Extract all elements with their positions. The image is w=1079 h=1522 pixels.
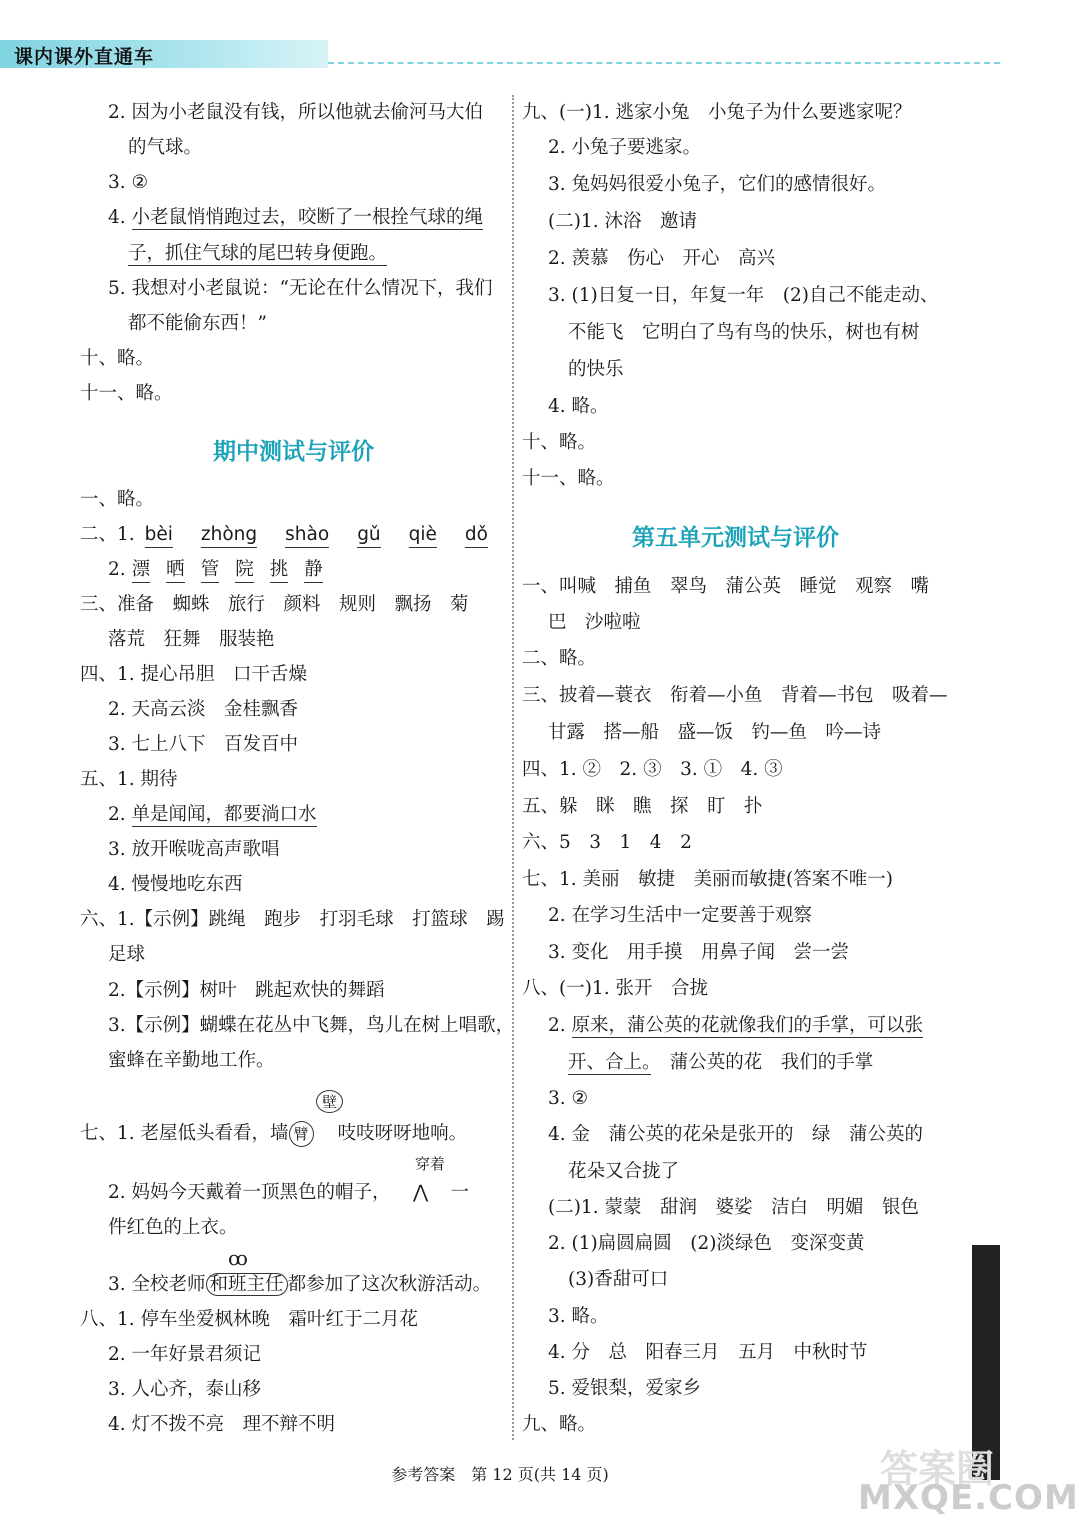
answer-line: 十一、略。 bbox=[522, 468, 615, 489]
answer-line: 2. 小兔子要逃家。 bbox=[548, 137, 702, 158]
correction-line bbox=[108, 1273, 491, 1297]
answer-line: (二)1. 蒙蒙 甜润 婆娑 洁白 明媚 银色 bbox=[548, 1197, 919, 1218]
answer-line: 3. 变化 用手摸 用鼻子闻 尝一尝 bbox=[548, 942, 850, 963]
answer-line: 四、1. 提心吊胆 口干舌燥 bbox=[80, 664, 308, 685]
answer-line: 4. 略。 bbox=[548, 396, 609, 417]
answer-line: 4. 分 总 阳春三月 五月 中秋时节 bbox=[548, 1342, 868, 1363]
underlined-answer: 开、合上。 bbox=[568, 1052, 652, 1073]
answer-line: 3.【示例】蝴蝶在花丛中飞舞，鸟儿在树上唱歌， bbox=[108, 1015, 515, 1036]
correction-circle: 和班主任 bbox=[206, 1273, 288, 1296]
answer-line bbox=[108, 803, 317, 827]
answer-text: 一 bbox=[450, 1182, 470, 1203]
answer-line: 2. 一年好景君须记 bbox=[108, 1344, 262, 1365]
page-footer: 参考答案 第 12 页(共 14 页) bbox=[391, 1465, 609, 1484]
answer-text: 吱吱呀呀地响。 bbox=[337, 1123, 468, 1144]
correction-circle: 臂 bbox=[289, 1121, 314, 1147]
pinyin-answer: bèi bbox=[145, 523, 173, 548]
answer-line: 十一、略。 bbox=[80, 383, 173, 404]
char-answer: 院 bbox=[235, 558, 254, 583]
answer-line bbox=[568, 1051, 873, 1075]
item-number: 二、1. bbox=[80, 524, 135, 545]
answer-line: 3. ② bbox=[548, 1088, 589, 1109]
answer-line: 的快乐 bbox=[568, 359, 624, 380]
item-number: 2. bbox=[108, 804, 132, 825]
answer-line: (二)1. 沐浴 邀请 bbox=[548, 211, 697, 232]
answer-line: 3. 略。 bbox=[548, 1306, 609, 1327]
answer-line: 十、略。 bbox=[80, 348, 155, 369]
pinyin-answer: qiè bbox=[409, 523, 437, 548]
pinyin-answer: shào bbox=[285, 523, 329, 548]
pinyin-line bbox=[80, 523, 516, 548]
answer-line: 五、躲 眯 瞧 探 盯 扑 bbox=[522, 796, 763, 817]
answer-line: 花朵又合拢了 bbox=[568, 1161, 680, 1182]
answer-line: 3. ② bbox=[108, 172, 149, 193]
section-title: 期中测试与评价 bbox=[213, 439, 374, 465]
header-title: 课内课外直通车 bbox=[14, 46, 155, 68]
answer-line: 3. 放开喉咙高声歌唱 bbox=[108, 839, 280, 860]
answer-line: 九、(一)1. 逃家小兔 小兔子为什么要逃家呢？ bbox=[522, 102, 912, 123]
char-answer: 晒 bbox=[166, 558, 185, 583]
answer-line: 2.【示例】树叶 跳起欢快的舞蹈 bbox=[108, 980, 385, 1001]
answer-line: 六、1.【示例】跳绳 跑步 打羽毛球 打篮球 踢 bbox=[80, 909, 505, 930]
header-dashed-line bbox=[328, 62, 1000, 64]
answer-line: 3. 人心齐，泰山移 bbox=[108, 1379, 262, 1400]
answer-text: 2. 妈妈今天戴着一顶黑色的帽子， bbox=[108, 1182, 391, 1203]
char-answer: 漂 bbox=[132, 558, 151, 583]
answer-text: 3. 全校老师 bbox=[108, 1274, 206, 1295]
answer-line bbox=[108, 206, 483, 230]
answer-line: 都不能偷东西！” bbox=[128, 313, 267, 334]
answer-line: 2. (1)扁圆扁圆 (2)淡绿色 变深变黄 bbox=[548, 1233, 865, 1254]
pinyin-answer: gǔ bbox=[357, 523, 380, 548]
answer-line: 4. 金 蒲公英的花朵是张开的 绿 蒲公英的 bbox=[548, 1124, 924, 1145]
answer-line: 七、1. 美丽 敏捷 美丽而敏捷(答案不唯一) bbox=[522, 869, 893, 890]
char-answer: 挑 bbox=[270, 558, 289, 583]
answer-line: 巴 沙啦啦 bbox=[548, 612, 641, 633]
correction-line: 2. 妈妈今天戴着一顶黑色的帽子， ⋀ 一 bbox=[108, 1182, 470, 1203]
item-number: 4. bbox=[108, 207, 132, 228]
answer-line: 2. 羡慕 伤心 开心 高兴 bbox=[548, 248, 776, 269]
answer-line bbox=[548, 1014, 923, 1038]
correction-line bbox=[80, 1121, 467, 1147]
answer-line: 2. 因为小老鼠没有钱，所以他就去偷河马大伯 bbox=[108, 102, 484, 123]
deletion-mark: ꝏ bbox=[228, 1246, 248, 1270]
pinyin-answer: dǒ bbox=[465, 523, 488, 548]
answer-line: 二、略。 bbox=[522, 648, 597, 669]
answer-line: 一、略。 bbox=[80, 489, 155, 510]
answer-line: 4. 慢慢地吃东西 bbox=[108, 874, 243, 895]
underlined-answer: 原来，蒲公英的花就像我们的手掌，可以张 bbox=[571, 1015, 924, 1036]
answer-text: 蒲公英的花 我们的手掌 bbox=[651, 1052, 874, 1073]
watermark-logo: 答案圈 bbox=[880, 1447, 995, 1491]
char-answer: 静 bbox=[304, 558, 323, 583]
answer-line: 3. 兔妈妈很爱小兔子，它们的感情很好。 bbox=[548, 174, 887, 195]
answer-line: 三、准备 蜘蛛 旅行 颜料 规则 飘扬 菊 bbox=[80, 594, 469, 615]
underlined-answer: 小老鼠悄悄跑过去，咬断了一根拴气球的绳 bbox=[131, 207, 484, 228]
underlined-answer: 子，抓住气球的尾巴转身便跑。 bbox=[128, 243, 388, 264]
answer-line: 一、叫喊 捕鱼 翠鸟 蒲公英 睡觉 观察 嘴 bbox=[522, 576, 930, 597]
answer-line: 5. 我想对小老鼠说：“无论在什么情况下，我们 bbox=[108, 278, 493, 299]
answer-line: 2. 天高云淡 金桂飘香 bbox=[108, 699, 299, 720]
answer-line bbox=[128, 242, 387, 266]
answer-line: 不能飞 它明白了鸟有鸟的快乐，树也有树 bbox=[568, 322, 920, 343]
answer-line: 足球 bbox=[108, 944, 146, 965]
answer-line: 八、(一)1. 张开 合拢 bbox=[522, 978, 708, 999]
answer-line: 蜜蜂在辛勤地工作。 bbox=[108, 1050, 275, 1071]
answer-line: 的气球。 bbox=[128, 137, 203, 158]
answer-line: 四、1. ② 2. ③ 3. ① 4. ③ bbox=[522, 759, 783, 780]
answer-line: 五、1. 期待 bbox=[80, 769, 178, 790]
answer-line: 三、披着—蓑衣 衔着—小鱼 背着—书包 吸着— bbox=[522, 685, 948, 706]
answer-text: 都参加了这次秋游活动。 bbox=[287, 1274, 492, 1295]
answer-line: 5. 爱银梨，爱家乡 bbox=[548, 1378, 702, 1399]
answer-line: 4. 灯不拨不亮 理不辩不明 bbox=[108, 1414, 336, 1435]
section-title: 第五单元测试与评价 bbox=[632, 525, 839, 551]
answer-line: 六、5 3 1 4 2 bbox=[522, 832, 692, 853]
chars-line bbox=[108, 558, 339, 583]
answer-line: 九、略。 bbox=[522, 1414, 597, 1435]
answer-line: 十、略。 bbox=[522, 432, 597, 453]
underlined-answer: 单是闻闻，都要淌口水 bbox=[131, 804, 317, 825]
column-divider bbox=[512, 95, 514, 1440]
answer-line: 2. 在学习生活中一定要善于观察 bbox=[548, 905, 813, 926]
correction-mark: 壁 bbox=[316, 1090, 343, 1113]
insertion-mark: 穿着 bbox=[415, 1155, 446, 1173]
answer-line: 落荒 狂舞 服装艳 bbox=[108, 629, 275, 650]
answer-line: 八、1. 停车坐爱枫林晚 霜叶红于二月花 bbox=[80, 1309, 419, 1330]
answer-line: 件红色的上衣。 bbox=[108, 1217, 238, 1238]
answer-line: 3. 七上八下 百发百中 bbox=[108, 734, 299, 755]
answer-line: 3. (1)日复一日，年复一年 (2)自己不能走动、 bbox=[548, 285, 939, 306]
answer-line: (3)香甜可口 bbox=[568, 1269, 669, 1290]
answer-text: 七、1. 老屋低头看看，墙 bbox=[80, 1123, 289, 1144]
watermark: MXQE.COM bbox=[858, 1478, 1079, 1518]
item-number: 2. bbox=[548, 1015, 572, 1036]
pinyin-answer: zhòng bbox=[201, 523, 257, 548]
item-number: 2. bbox=[108, 559, 126, 580]
char-answer: 管 bbox=[201, 558, 220, 583]
answer-line: 甘露 搭—船 盛—饭 钓—鱼 吟—诗 bbox=[548, 722, 882, 743]
